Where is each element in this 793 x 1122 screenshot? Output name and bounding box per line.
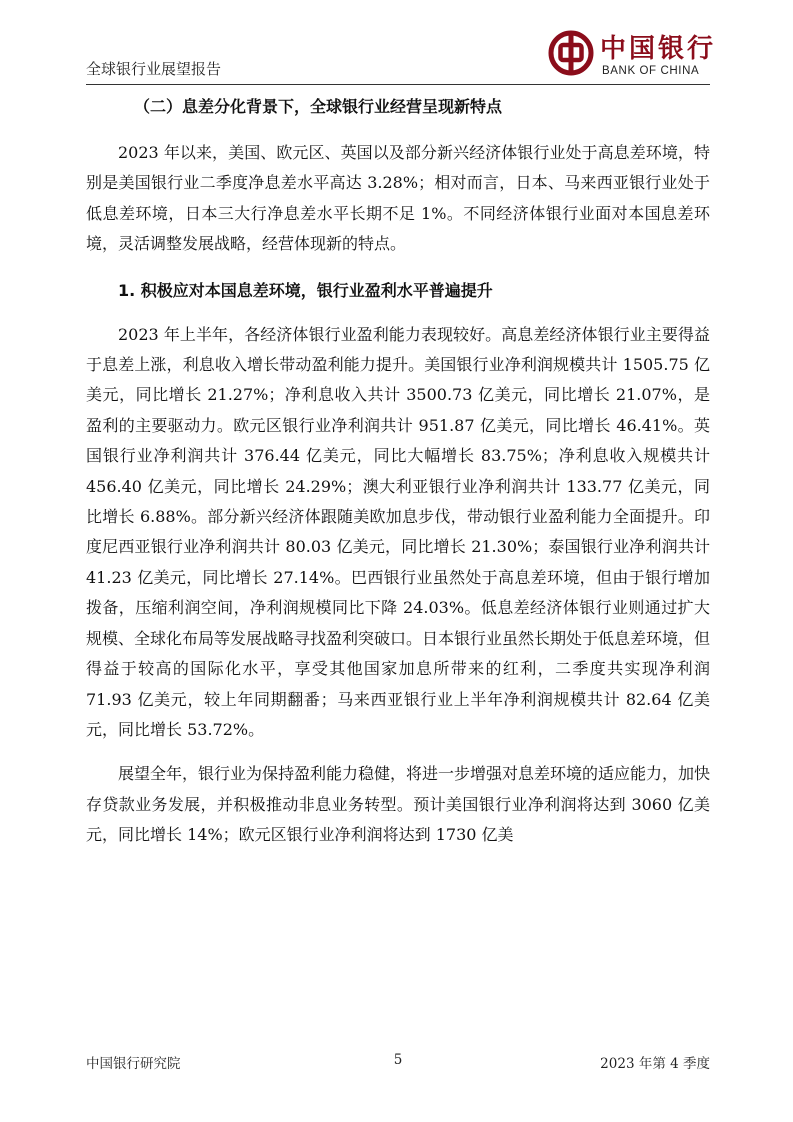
page-footer (86, 1052, 710, 1072)
bank-logo (548, 26, 717, 84)
bank-logo-english-name: BANK OF CHINA (602, 65, 700, 77)
profit-paragraph: 2023 年上半年，各经济体银行业盈利能力表现较好。高息差经济体银行业主要得益于息差上涨，利息收入增长带动盈利能力提升。美国银行业净利润规模共计 1505.75 亿美元，同比增长 21.27%；净利息收入共计 3500.73 亿美元，同比增长 21.07%，是盈利的主要驱动力。欧元区银行业净利润共计 951.87 亿美元，同比增长 46.41%。英国银行业净利润共计 376.44 亿美元，同比大幅增长 83.75%；净利息收入规模共计 456.40 亿美元，同比增长 24.29%；澳大利亚银行业净利润共计 133.77 亿美元，同比增长 6.88%。部分新兴经济体跟随美欧加息步伐，带动银行业盈利能力全面提升。印度尼西亚银行业净利润共计 80.03 亿美元，同比增长 21.30%；泰国银行业净利润共计 41.23 亿美元，同比增长 27.14%。巴西银行业虽然处于高息差环境，但由于银行增加拨备，压缩利润空间，净利润规模同比下降 24.03%。低息差经济体银行业则通过扩大规模、全球化布局等发展战略寻找盈利突破口。日本银行业虽然长期处于低息差环境，但得益于较高的国际化水平，享受其他国家加息所带来的红利，二季度共实现净利润 71.93 亿美元，较上年同期翻番；马来西亚银行业上半年净利润规模共计 82.64 亿美元，同比增长 53.72%。 (86, 324, 711, 739)
report-title: 全球银行业展望报告 (86, 60, 222, 78)
subsection-heading: 1. 积极应对本国息差环境，银行业盈利水平普遍提升 (118, 280, 493, 300)
intro-paragraph: 2023 年以来，美国、欧元区、英国以及部分新兴经济体银行业处于高息差环境，特别是美国银行业二季度净息差水平高达 3.28%；相对而言，日本、马来西亚银行业处于低息差环境，日本三大行净息差水平长期不足 1%。不同经济体银行业面对本国息差环境，灵活调整发展战略，经营体现新的特点。 (86, 143, 710, 254)
outlook-paragraph: 展望全年，银行业为保持盈利能力稳健，将进一步增强对息差环境的适应能力，加快存贷款业务发展，并积极推动非息业务转型。预计美国银行业净利润将达到 3060 亿美元，同比增长 14%；欧元区银行业净利润将达到 1730 亿美 (86, 764, 711, 845)
footer-period: 2023 年第 4 季度 (600, 1056, 710, 1072)
page-body (86, 92, 710, 851)
section-heading: （二）息差分化背景下，全球银行业经营呈现新特点 (134, 97, 503, 116)
page-header (86, 22, 717, 84)
footer-organization: 中国银行研究院 (86, 1056, 181, 1072)
header-divider (86, 84, 710, 85)
page-number: 5 (393, 1052, 403, 1068)
bank-of-china-emblem-icon (548, 30, 594, 76)
bank-logo-chinese-name: 中国银行 (600, 34, 717, 64)
